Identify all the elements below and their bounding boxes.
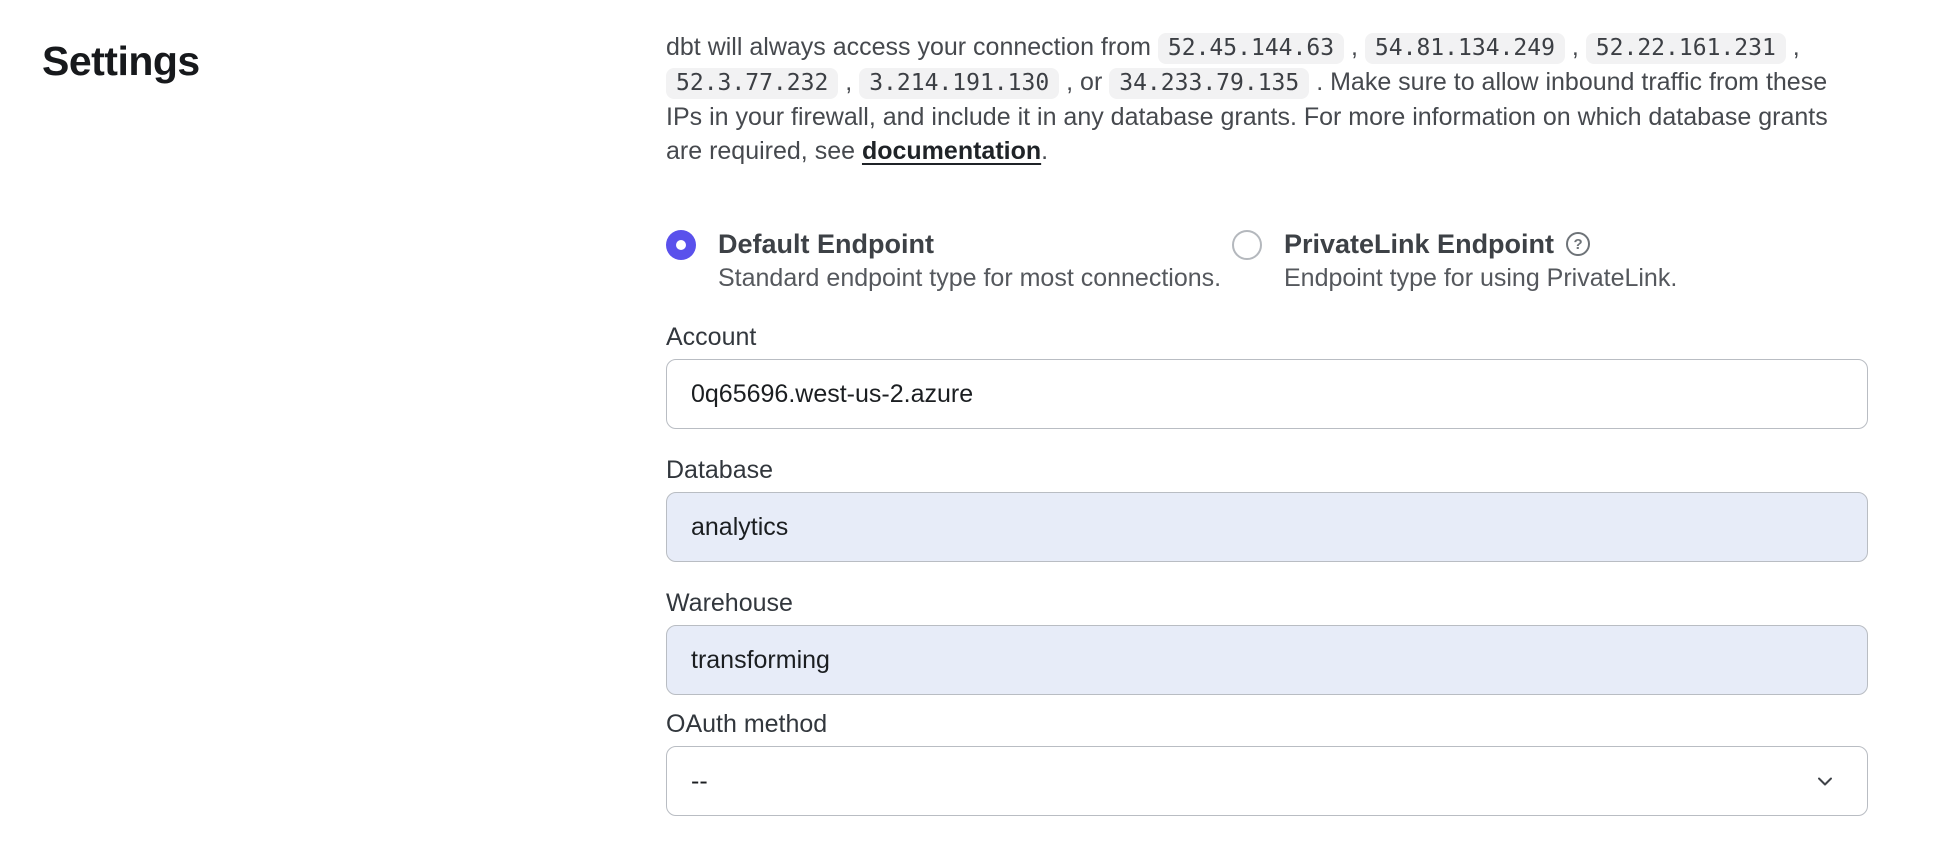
warehouse-input[interactable] [666,625,1868,695]
ip-address-chip: 52.22.161.231 [1586,33,1786,64]
ip-address-chip: 52.3.77.232 [666,68,838,99]
ip-address-chip: 54.81.134.249 [1365,33,1565,64]
documentation-link[interactable]: documentation [861,137,1042,165]
radio-texts [718,228,1221,292]
separator: , [1351,33,1358,61]
database-field-label: Database [666,456,774,484]
database-field-group [666,455,1868,562]
radio-privatelink-endpoint[interactable] [1232,230,1262,260]
period: . [1041,137,1049,165]
account-input[interactable] [666,359,1868,429]
radio-texts [1284,228,1677,292]
separator: , [1792,33,1800,61]
oauth-method-select[interactable] [666,746,1868,816]
account-field-group [666,322,1868,429]
default-endpoint-description: Standard endpoint type for most connections. [718,264,1222,292]
default-endpoint-label[interactable]: Default Endpoint [718,229,934,259]
oauth-method-field-group [666,709,1868,816]
ip-address-chip: 52.45.144.63 [1158,33,1344,64]
help-icon[interactable]: ? [1566,232,1590,256]
page-title: Settings [42,38,200,84]
endpoint-option-default[interactable] [666,228,1232,292]
chevron-down-icon [1813,769,1837,793]
connection-settings-panel [666,30,1868,816]
privatelink-endpoint-label[interactable]: PrivateLink Endpoint [1284,229,1555,259]
oauth-method-field-label: OAuth method [666,710,828,738]
warehouse-field-label: Warehouse [666,589,793,617]
ip-address-chip: 3.214.191.130 [859,68,1059,99]
database-input[interactable] [666,492,1868,562]
intro-lead-text: dbt will always access your connection from [666,33,1151,61]
radio-default-endpoint[interactable] [666,230,696,260]
separator: , or [1066,68,1103,96]
separator: , [1571,33,1579,61]
ip-address-chip: 34.233.79.135 [1109,68,1309,99]
separator: , [845,68,853,96]
ip-allowlist-note [666,30,1868,168]
oauth-method-selected-value: -- [691,766,708,795]
intro-tail-text: . Make sure to allow inbound traffic from these IPs in your firewall, and include it in any database grants. For more information on which database grants are required, see [666,68,1828,165]
account-field-label: Account [666,323,757,351]
privatelink-endpoint-description: Endpoint type for using PrivateLink. [1284,264,1678,292]
warehouse-field-group [666,588,1868,695]
endpoint-type-radio-group [666,228,1868,292]
endpoint-option-privatelink[interactable] [1232,228,1677,292]
